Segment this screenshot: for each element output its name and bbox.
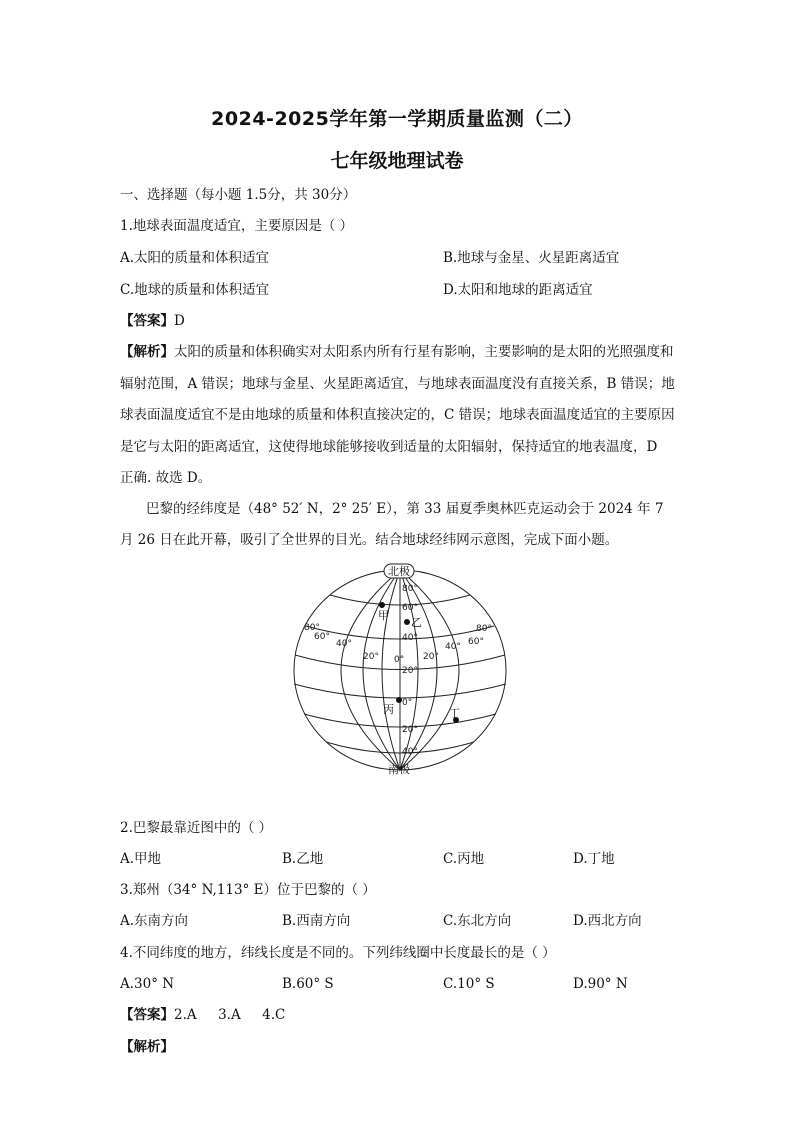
meridian-w1 xyxy=(382,570,400,770)
point-bing-label: 丙 xyxy=(383,703,394,716)
lat-label-20: 20° xyxy=(402,666,418,676)
answer-tag: 【答案】 xyxy=(120,313,174,329)
south-pole-label: 南极 xyxy=(388,763,410,776)
q3-option-d: D.西北方向 xyxy=(573,913,642,929)
analysis2-tag: 【解析】 xyxy=(120,1039,174,1055)
point-yi-label: 乙 xyxy=(411,616,422,629)
point-bing-marker xyxy=(396,697,402,703)
lat-label-60: 60° xyxy=(402,603,418,613)
lon-label-w20: 20° xyxy=(363,652,379,662)
q2-option-a: A.甲地 xyxy=(120,851,162,867)
q4-option-c: C.10° S xyxy=(443,976,495,992)
section-heading: 一、选择题（每小题 1.5分，共 30分） xyxy=(120,187,357,203)
point-yi-marker xyxy=(404,619,410,625)
q4-stem: 4.不同纬度的地方，纬线长度是不同的。下列纬线圈中长度最长的是（ ） xyxy=(120,945,556,961)
lat-label-80: 80° xyxy=(402,584,418,594)
answers-tag: 【答案】 xyxy=(120,1007,174,1023)
q4-option-a: A.30° N xyxy=(120,976,175,992)
passage-line-2: 月 26 日在此开幕，吸引了全世界的目光。结合地球经纬网示意图，完成下面小题。 xyxy=(120,532,619,548)
q1-stem: 1.地球表面温度适宜，主要原因是（ ） xyxy=(120,218,354,234)
lat-label-s40: 40° xyxy=(402,747,418,757)
lon-label-w60: 60° xyxy=(314,632,330,642)
lon-label-e20: 20° xyxy=(423,652,439,662)
analysis-text: 太阳的质量和体积确实对太阳系内所有行星有影响，主要影响的是太阳的光照强度和辐射范围，A 错误；地球与金星、火星距离适宜，与地球表面温度没有直接关系，B 错误；地球表面温度适宜不是由地球的质量和体积直接决定的，C 错误；地球表面温度适宜的主要原因是它与太阳的距离适宜，这使得地球能够接收到适量的太阳辐射，保持适宜的地表温度，D 正确. 故选 D。 xyxy=(120,344,675,486)
lon-label-0: 0° xyxy=(394,655,405,665)
lat-label-s20: 20° xyxy=(402,725,418,735)
answers-line xyxy=(120,1005,285,1025)
answer-value: D xyxy=(174,313,185,329)
q2-option-b: B.乙地 xyxy=(282,851,324,867)
north-pole-label: 北极 xyxy=(388,565,410,578)
q1-option-b: B.地球与金星、火星距离适宜 xyxy=(443,250,620,266)
q4-option-d: D.90° N xyxy=(573,976,628,992)
q4-option-b: B.60° S xyxy=(282,976,334,992)
lon-label-w40: 40° xyxy=(336,639,352,649)
graticule-figure xyxy=(286,560,514,780)
q1-option-c: C.地球的质量和体积适宜 xyxy=(120,282,270,298)
q2-stem: 2.巴黎最靠近图中的（ ） xyxy=(120,820,273,836)
point-jia-label: 甲 xyxy=(378,609,389,622)
analysis2-line xyxy=(120,1037,174,1057)
globe-svg xyxy=(286,560,514,780)
q1-answer xyxy=(120,311,185,331)
point-ding-label: 丁 xyxy=(449,707,460,720)
q1-option-d: D.太阳和地球的距离适宜 xyxy=(443,282,593,298)
q1-option-a: A.太阳的质量和体积适宜 xyxy=(120,250,270,266)
lat-label-0: 0° xyxy=(402,698,413,708)
q3-option-c: C.东北方向 xyxy=(443,913,512,929)
q3-option-a: A.东南方向 xyxy=(120,913,189,929)
lat-label-40: 40° xyxy=(402,633,418,643)
lon-label-e80: 80° xyxy=(476,624,492,634)
q3-stem: 3.郑州（34° N,113° E）位于巴黎的（ ） xyxy=(120,882,376,898)
analysis-tag: 【解析】 xyxy=(120,344,174,360)
q1-analysis xyxy=(120,337,675,495)
lon-label-e40: 40° xyxy=(445,642,461,652)
exam-subtitle: 七年级地理试卷 xyxy=(330,150,464,172)
lon-label-e60: 60° xyxy=(468,637,484,647)
point-jia-marker xyxy=(379,602,385,608)
passage-line-1: 巴黎的经纬度是（48° 52′ N，2° 25′ E），第 33 届夏季奥林匹克运动会于 2024 年 7 xyxy=(146,501,664,517)
q2-option-d: D.丁地 xyxy=(573,851,615,867)
q3-option-b: B.西南方向 xyxy=(282,913,351,929)
exam-title: 2024-2025学年第一学期质量监测（二） xyxy=(211,108,583,130)
answers-value: 2.A 3.A 4.C xyxy=(174,1007,286,1023)
q2-option-c: C.丙地 xyxy=(443,851,485,867)
lon-label-w80: 80° xyxy=(304,623,320,633)
